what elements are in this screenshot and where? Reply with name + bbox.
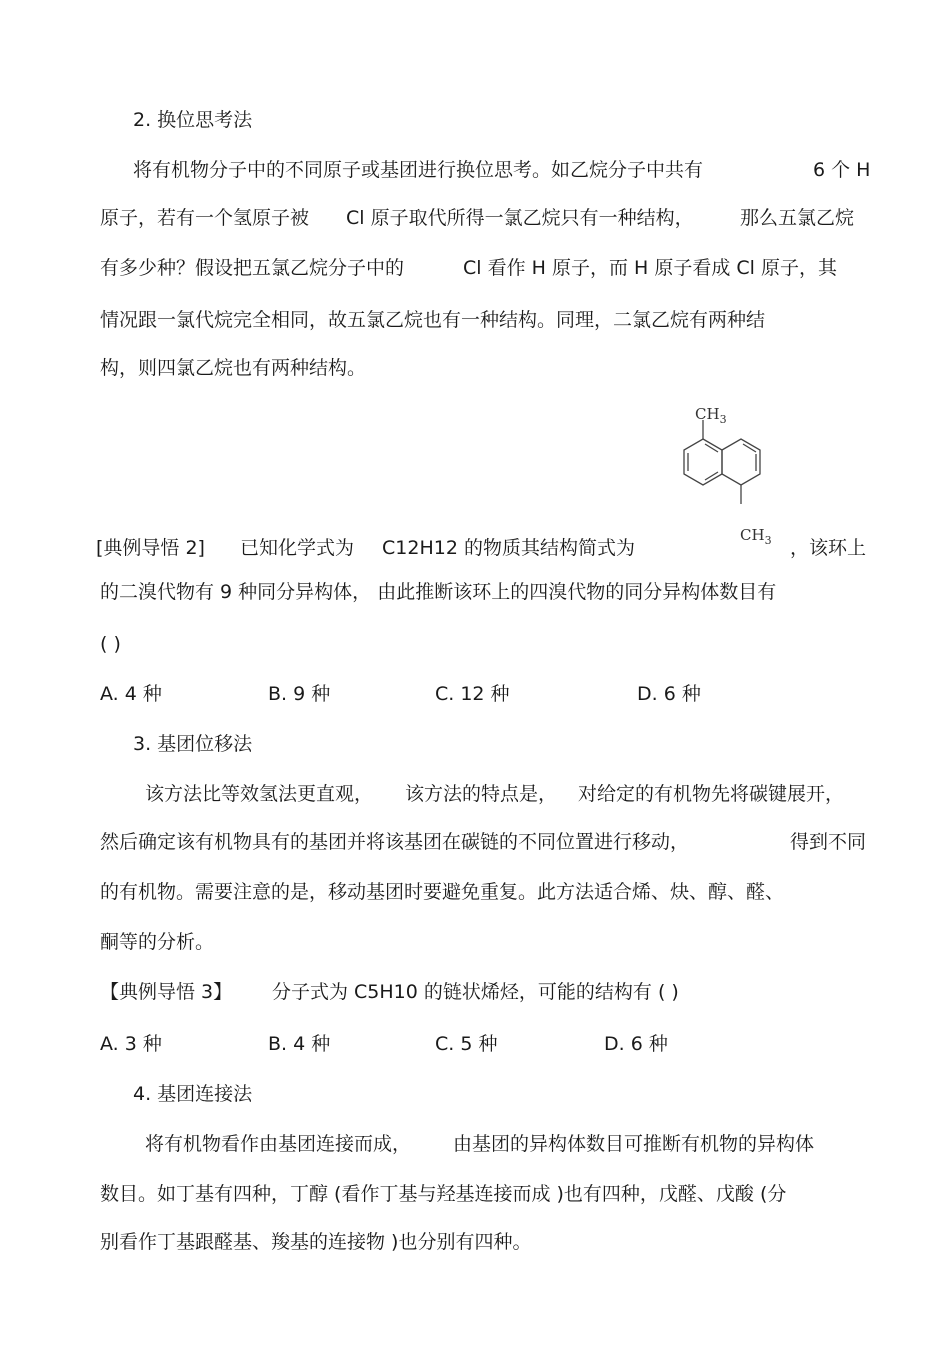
section-2-heading: 2. 换位思考法 [133,109,253,131]
section-4-heading: 4. 基团连接法 [133,1083,253,1105]
paragraph-line: 该方法比等效氢法更直观， [145,783,374,805]
paragraph-line: 将有机物分子中的不同原子或基团进行换位思考。如乙烷分子中共有 [133,159,704,181]
example-2-option-d: D. 6 种 [637,683,701,705]
section-3-heading: 3. 基团位移法 [133,733,253,755]
paragraph-line: 别看作丁基跟醛基、羧基的连接物 )也分别有四种。 [100,1231,532,1253]
example-3-option-c: C. 5 种 [435,1033,498,1055]
paragraph-line: 原子，若有一个氢原子被 [100,207,310,229]
methyl-label-top: $CH_3$ [695,405,727,426]
paragraph-line: 将有机物看作由基团连接而成， [145,1133,412,1155]
example-2-option-a: A. 4 种 [100,683,162,705]
example-2-text: 已知化学式为 [240,537,355,559]
paragraph-line: 由基团的异构体数目可推断有机物的异构体 [453,1133,815,1155]
example-2-tag: [典例导悟 2] [96,537,205,559]
paragraph-line: 情况跟一氯代烷完全相同，故五氯乙烷也有一种结构。同理，二氯乙烷有两种结 [100,309,766,331]
paragraph-line: 对给定的有机物先将碳键展开， [578,783,845,805]
paragraph-line: 的有机物。需要注意的是，移动基团时要避免重复。此方法适合烯、炔、醇、醛、 [100,881,785,903]
paragraph-line: Cl 原子取代所得一氯乙烷只有一种结构， [346,207,694,229]
paragraph-line: Cl 看作 H 原子，而 H 原子看成 Cl 原子，其 [463,257,837,279]
paragraph-line: 那么五氯乙烷 [740,207,855,229]
paragraph-line: 然后确定该有机物具有的基团并将该基团在碳链的不同位置进行移动， [100,831,690,853]
example-2-line2: 的二溴代物有 9 种同分异构体， 由此推断该环上的四溴代物的同分异构体数目有 [100,581,777,603]
paragraph-line: 构，则四氯乙烷也有两种结构。 [100,357,367,379]
example-3-tag: 【典例导悟 3】 [100,981,233,1003]
paragraph-line: 该方法的特点是， [405,783,558,805]
paragraph-line: 有多少种？假设把五氯乙烷分子中的 [100,257,405,279]
paragraph-line: 得到不同 [790,831,867,853]
example-3-option-d: D. 6 种 [604,1033,668,1055]
example-2-text-end: ，该环上 [790,537,867,559]
example-3-text: 分子式为 C5H10 的链状烯烃，可能的结构有 ( ) [272,981,679,1003]
example-2-option-c: C. 12 种 [435,683,510,705]
dimethylnaphthalene-structure [668,398,788,548]
example-3-option-a: A. 3 种 [100,1033,162,1055]
paragraph-line: 6 个 H [813,159,871,181]
paragraph-line: 酮等的分析。 [100,931,215,953]
example-2-blank: ( ) [100,633,121,655]
paragraph-line: 数目。如丁基有四种，丁醇 (看作丁基与羟基连接而成 )也有四种，戊醛、戊酸 (分 [100,1183,787,1205]
example-3-option-b: B. 4 种 [268,1033,331,1055]
methyl-label-bottom: $CH_3$ [740,526,772,547]
example-2-option-b: B. 9 种 [268,683,331,705]
example-2-formula: C12H12 的物质其结构简式为 [382,537,635,559]
